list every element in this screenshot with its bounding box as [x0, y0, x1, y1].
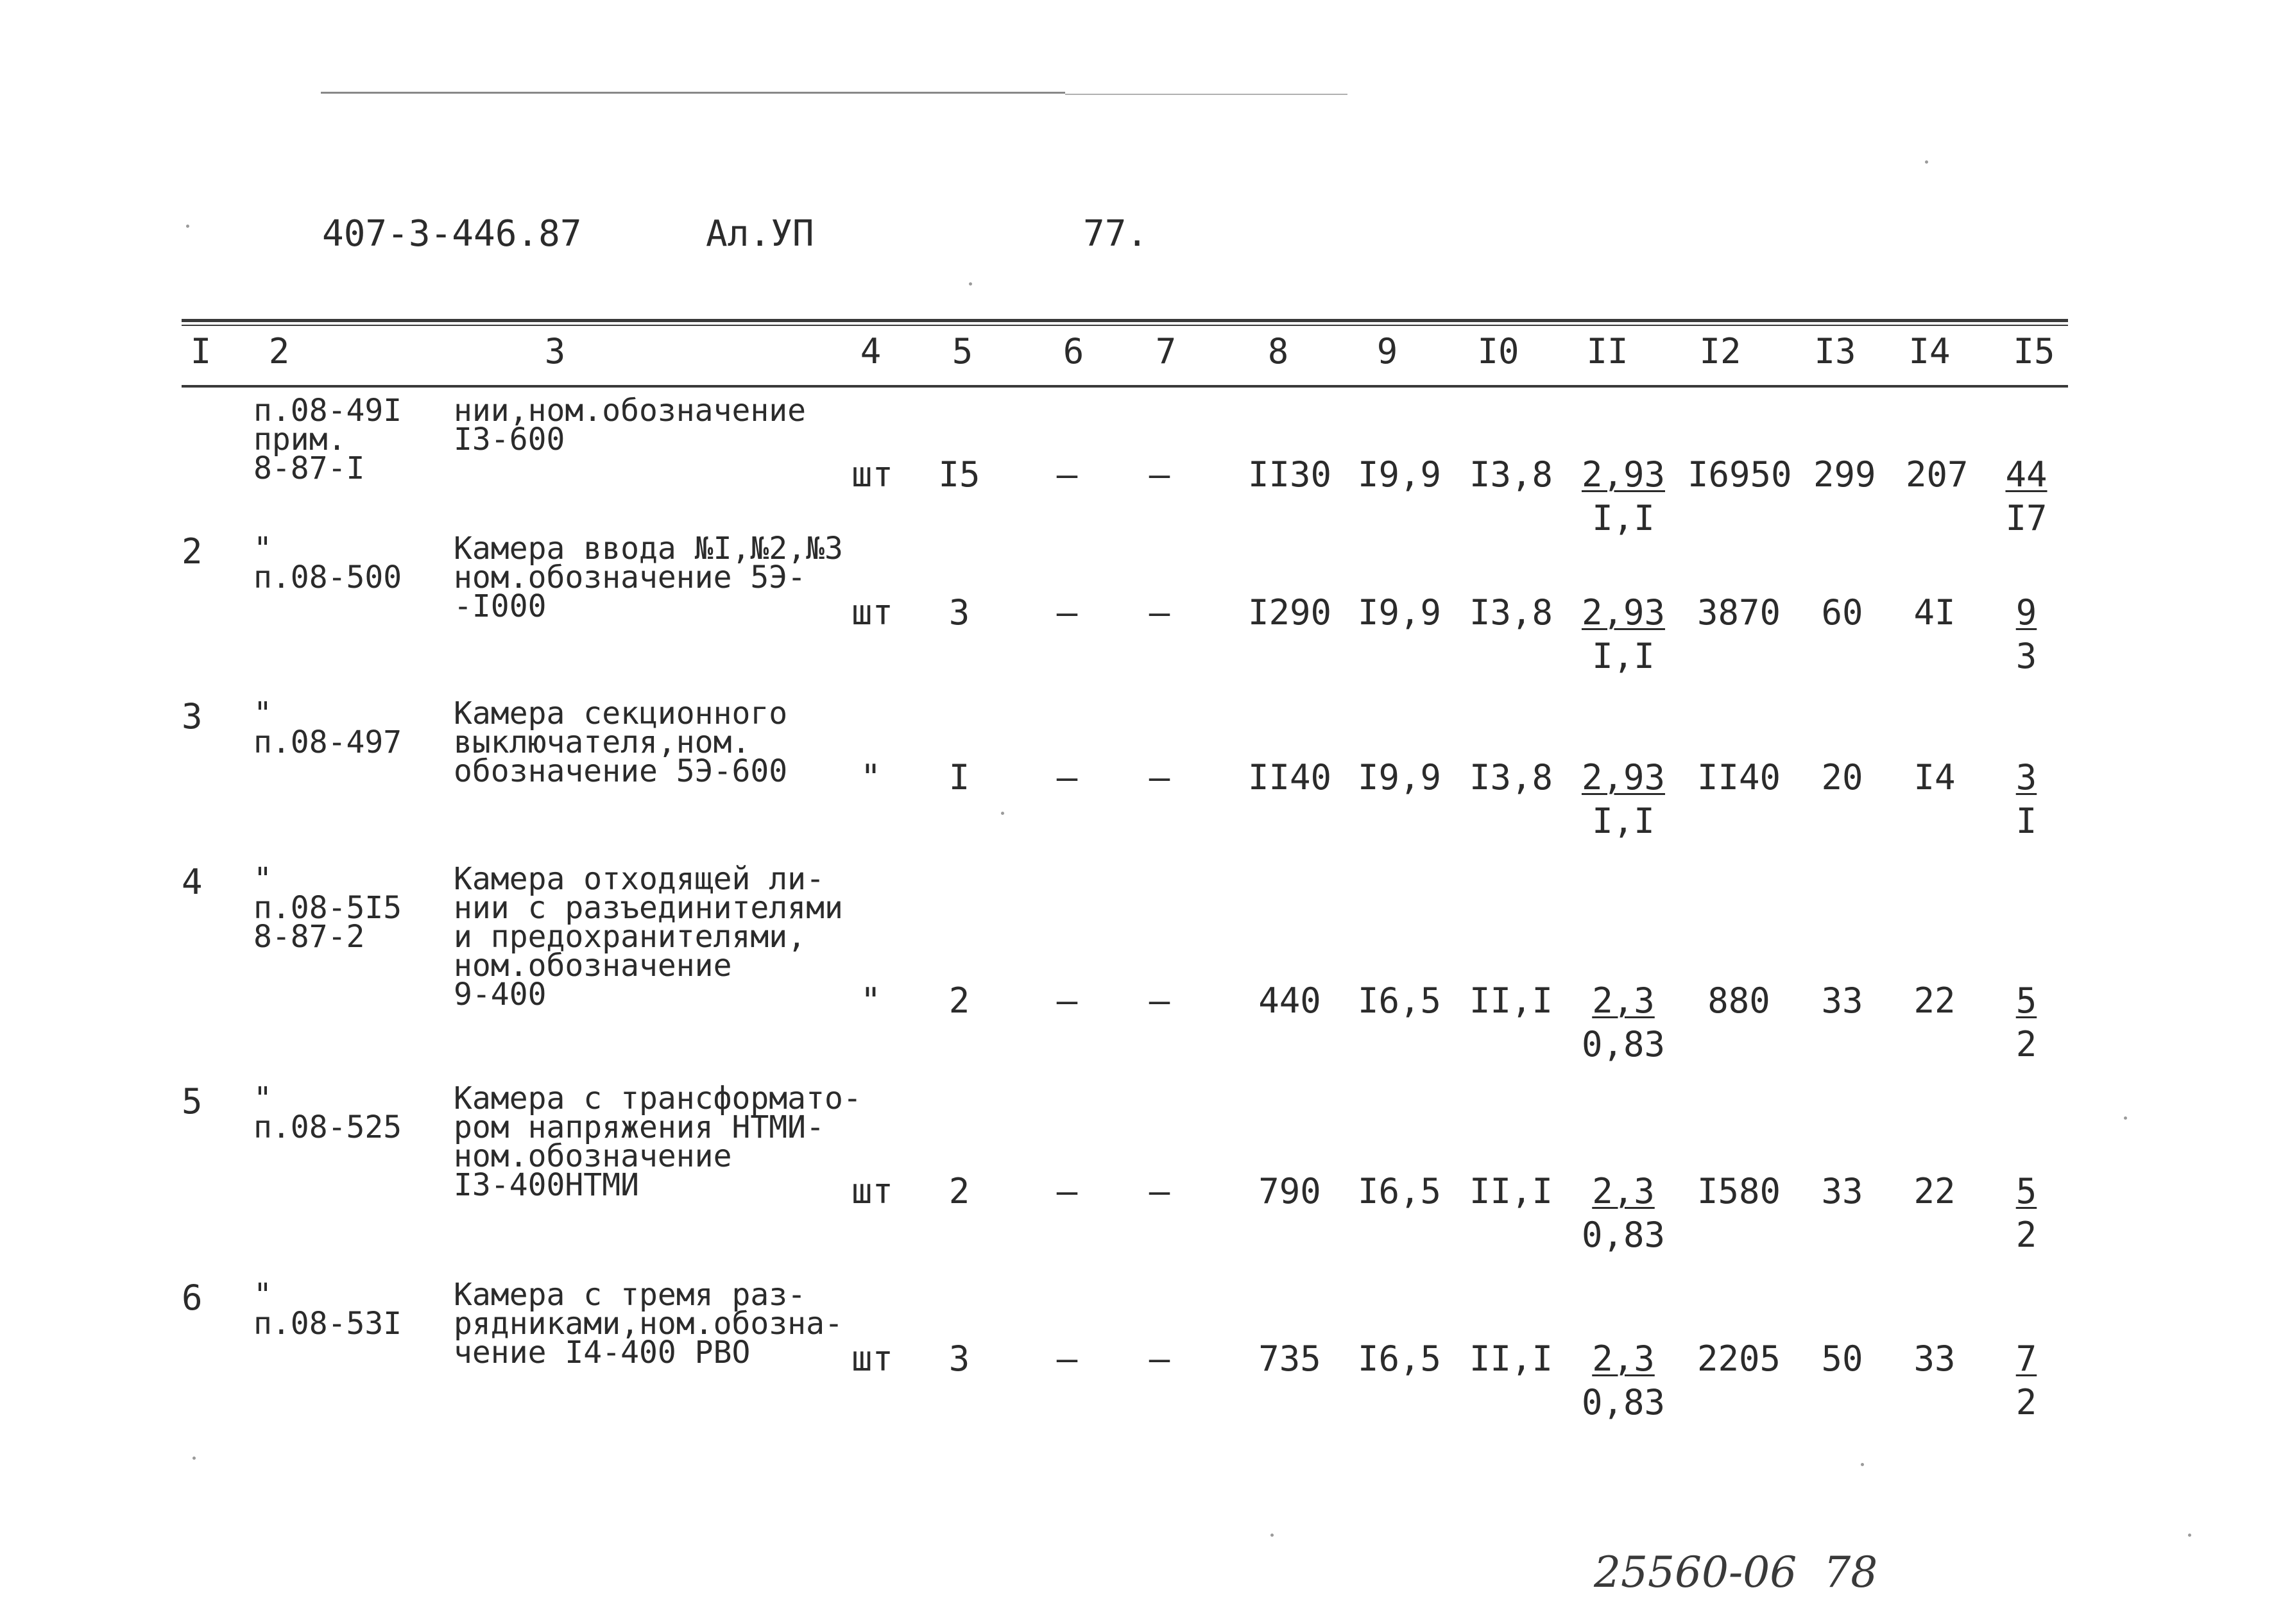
column-11-fraction-top: 2,93 [1581, 757, 1666, 798]
column-7-cell: – [1149, 980, 1170, 1021]
row-number: 2 [182, 531, 203, 572]
unit-cell: шт [851, 454, 894, 495]
column-10-cell: I3,8 [1469, 757, 1553, 798]
column-15-fraction-bottom: 3 [2015, 636, 2037, 676]
column-13-cell: 20 [1821, 757, 1863, 798]
column-15-fraction-bottom: I [2015, 801, 2037, 841]
description-line: Камера ввода №I,№2,№3 [454, 531, 843, 567]
column-header: I3 [1814, 331, 1856, 372]
column-8-cell: 440 [1258, 980, 1321, 1021]
column-11-fraction-top: 2,3 [1592, 1338, 1655, 1379]
description-line: ном.обозначение [454, 948, 732, 984]
description-line: I3-600 [454, 422, 565, 457]
column-12-cell: 3870 [1697, 592, 1781, 633]
description-line: нии с разъединителями [454, 890, 843, 926]
column-7-cell: – [1149, 592, 1170, 633]
column-8-cell: II30 [1247, 454, 1332, 495]
scan-line [1065, 94, 1347, 95]
reference-line: п.08-525 [253, 1109, 402, 1145]
column-header: I [190, 331, 212, 372]
reference-line: п.08-500 [253, 560, 402, 595]
description-line: ном.обозначение [454, 1138, 732, 1174]
table-top-rule-inner [182, 325, 2068, 326]
reference-line: п.08-53I [253, 1306, 402, 1342]
reference-line: п.08-497 [253, 724, 402, 760]
row-number: 6 [182, 1278, 203, 1318]
unit-cell: шт [851, 1171, 894, 1211]
reference-line: " [253, 531, 272, 567]
column-15-fraction-top: 5 [2015, 980, 2037, 1021]
column-15-fraction-bottom: 2 [2015, 1215, 2037, 1255]
column-9-cell: I9,9 [1358, 757, 1442, 798]
description-line: нии,ном.обозначение [454, 393, 807, 429]
description-line: чение I4-400 РВО [454, 1335, 751, 1371]
column-header: 4 [860, 331, 882, 372]
column-15-fraction-top: 44 [2005, 454, 2047, 495]
description-line: рядниками,ном.обозна- [454, 1306, 843, 1342]
description-line: 9-400 [454, 977, 547, 1013]
description-line: ром напряжения НТМИ- [454, 1109, 825, 1145]
column-7-cell: – [1149, 1171, 1170, 1211]
column-15-fraction-top: 3 [2015, 757, 2037, 798]
column-15-fraction-top: 7 [2015, 1338, 2037, 1379]
column-9-cell: I6,5 [1358, 1338, 1442, 1379]
column-14-cell: 22 [1913, 980, 1956, 1021]
column-7-cell: – [1149, 757, 1170, 798]
column-14-cell: 207 [1906, 454, 1969, 495]
column-header: I4 [1908, 331, 1951, 372]
reference-line: 8-87-2 [253, 919, 365, 955]
unit-cell: " [860, 757, 882, 798]
column-header: 9 [1376, 331, 1398, 372]
quantity-cell: 2 [948, 980, 970, 1021]
reference-line: " [253, 1081, 272, 1116]
column-8-cell: II40 [1247, 757, 1332, 798]
page-number: 77. [1083, 213, 1149, 255]
row-number: 5 [182, 1081, 203, 1122]
album-label: Ал.УП [706, 213, 814, 255]
column-10-cell: I3,8 [1469, 592, 1553, 633]
column-header: I2 [1699, 331, 1741, 372]
column-header: 7 [1155, 331, 1177, 372]
quantity-cell: 3 [948, 592, 970, 633]
column-6-cell: – [1056, 1338, 1078, 1379]
column-8-cell: 790 [1258, 1171, 1321, 1211]
column-8-cell: 735 [1258, 1338, 1321, 1379]
reference-line: " [253, 696, 272, 731]
column-15-fraction-top: 9 [2015, 592, 2037, 633]
reference-line: прим. [253, 422, 346, 457]
description-line: Камера секционного [454, 696, 788, 731]
column-11-fraction-bottom: 0,83 [1581, 1024, 1666, 1064]
scan-speck [1001, 812, 1004, 815]
column-12-cell: 2205 [1697, 1338, 1781, 1379]
scan-speck [1925, 160, 1928, 164]
column-9-cell: I9,9 [1358, 454, 1442, 495]
header-bottom-rule [182, 385, 2068, 388]
column-12-cell: II40 [1697, 757, 1781, 798]
column-15-fraction-bottom: I7 [2005, 498, 2047, 538]
quantity-cell: 3 [948, 1338, 970, 1379]
description-line: обозначение 5Э-600 [454, 753, 788, 789]
table-top-rule [182, 319, 2068, 322]
quantity-cell: 2 [948, 1171, 970, 1211]
column-15-fraction-top: 5 [2015, 1171, 2037, 1211]
handwritten-archive-number: 25560-06 78 [1594, 1548, 1878, 1597]
column-9-cell: I6,5 [1358, 980, 1442, 1021]
column-7-cell: – [1149, 1338, 1170, 1379]
description-line: -I000 [454, 588, 547, 624]
reference-line: 8-87-I [253, 450, 365, 486]
column-10-cell: I3,8 [1469, 454, 1553, 495]
column-11-fraction-top: 2,3 [1592, 980, 1655, 1021]
scan-speck [2124, 1116, 2127, 1120]
column-10-cell: II,I [1469, 980, 1553, 1021]
column-8-cell: I290 [1247, 592, 1332, 633]
column-13-cell: 299 [1813, 454, 1876, 495]
column-header: I0 [1477, 331, 1519, 372]
unit-cell: шт [851, 592, 894, 633]
column-14-cell: 33 [1913, 1338, 1956, 1379]
scan-speck [186, 225, 189, 228]
column-14-cell: I4 [1913, 757, 1956, 798]
column-13-cell: 33 [1821, 1171, 1863, 1211]
reference-line: п.08-49I [253, 393, 402, 429]
column-7-cell: – [1149, 454, 1170, 495]
column-header: II [1586, 331, 1629, 372]
document-code: 407-3-446.87 [322, 213, 582, 255]
column-header: 3 [544, 331, 566, 372]
description-line: ном.обозначение 5Э- [454, 560, 807, 595]
column-9-cell: I6,5 [1358, 1171, 1442, 1211]
column-10-cell: II,I [1469, 1171, 1553, 1211]
column-9-cell: I9,9 [1358, 592, 1442, 633]
column-11-fraction-bottom: I,I [1592, 636, 1655, 676]
column-6-cell: – [1056, 980, 1078, 1021]
description-line: Камера с тремя раз- [454, 1277, 807, 1313]
scan-line [321, 92, 1065, 94]
unit-cell: шт [851, 1338, 894, 1379]
scan-speck [192, 1457, 196, 1460]
column-13-cell: 33 [1821, 980, 1863, 1021]
column-11-fraction-bottom: 0,83 [1581, 1215, 1666, 1255]
quantity-cell: I [948, 757, 970, 798]
column-15-fraction-bottom: 2 [2015, 1024, 2037, 1064]
column-12-cell: I580 [1697, 1171, 1781, 1211]
reference-line: " [253, 861, 272, 897]
column-13-cell: 50 [1821, 1338, 1863, 1379]
column-10-cell: II,I [1469, 1338, 1553, 1379]
column-11-fraction-bottom: 0,83 [1581, 1382, 1666, 1423]
column-11-fraction-top: 2,3 [1592, 1171, 1655, 1211]
column-12-cell: 880 [1707, 980, 1770, 1021]
column-14-cell: 22 [1913, 1171, 1956, 1211]
description-line: выключателя,ном. [454, 724, 751, 760]
column-12-cell: I6950 [1688, 454, 1792, 495]
column-11-fraction-top: 2,93 [1581, 454, 1666, 495]
scan-speck [1270, 1534, 1274, 1537]
reference-line: " [253, 1277, 272, 1313]
column-header: 5 [952, 331, 973, 372]
description-line: и предохранителями, [454, 919, 807, 955]
column-header: 6 [1063, 331, 1084, 372]
column-header: 8 [1267, 331, 1289, 372]
column-11-fraction-bottom: I,I [1592, 498, 1655, 538]
column-6-cell: – [1056, 592, 1078, 633]
row-number: 4 [182, 862, 203, 902]
unit-cell: " [860, 980, 882, 1021]
quantity-cell: I5 [938, 454, 980, 495]
scan-speck [1861, 1463, 1864, 1466]
column-6-cell: – [1056, 454, 1078, 495]
row-number: 3 [182, 696, 203, 737]
column-header: I5 [2013, 331, 2055, 372]
description-line: Камера отходящей ли- [454, 861, 825, 897]
column-11-fraction-bottom: I,I [1592, 801, 1655, 841]
column-11-fraction-top: 2,93 [1581, 592, 1666, 633]
description-line: Камера с трансформато- [454, 1081, 862, 1116]
column-15-fraction-bottom: 2 [2015, 1382, 2037, 1423]
description-line: I3-400НТМИ [454, 1167, 639, 1203]
reference-line: п.08-5I5 [253, 890, 402, 926]
scan-speck [969, 282, 972, 286]
scan-speck [2188, 1534, 2191, 1537]
column-14-cell: 4I [1913, 592, 1956, 633]
column-13-cell: 60 [1821, 592, 1863, 633]
column-header: 2 [268, 331, 290, 372]
column-6-cell: – [1056, 1171, 1078, 1211]
column-6-cell: – [1056, 757, 1078, 798]
